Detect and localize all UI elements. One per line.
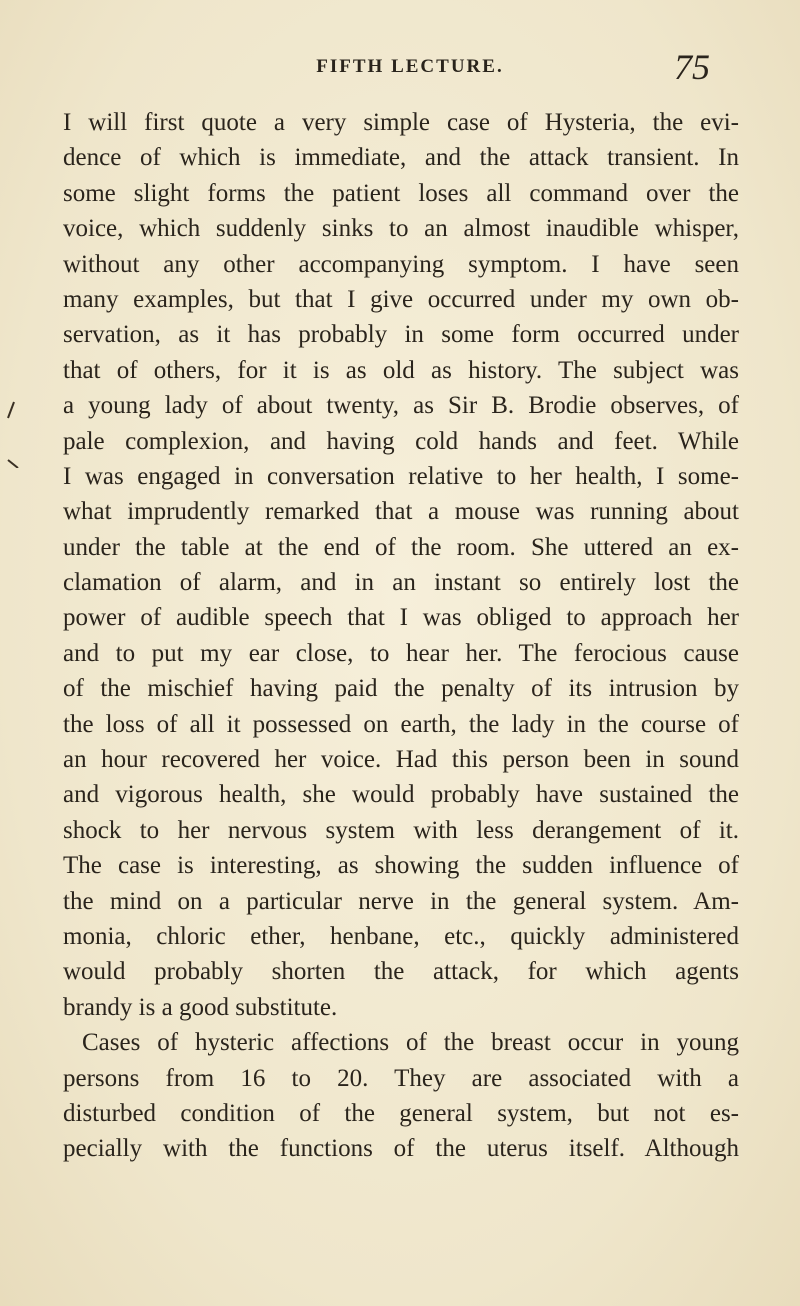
text-line: disturbed condition of the general system, but not es- (63, 1099, 739, 1127)
text-line: servation, as it has probably in some form occurred under (63, 321, 739, 349)
text-line: and to put my ear close, to hear her. The ferocious cause (63, 639, 739, 667)
text-line: some slight forms the patient loses all command over the (63, 179, 739, 207)
text-line: many examples, but that I give occurred under my own ob- (63, 285, 739, 313)
text-line: and vigorous health, she would probably have sustained the (63, 781, 739, 809)
text-line: the mind on a particular nerve in the general system. Am- (63, 887, 739, 915)
text-line: clamation of alarm, and in an instant so entirely lost the (63, 569, 739, 597)
text-line: under the table at the end of the room. She uttered an ex- (63, 533, 739, 561)
text-line: pecially with the functions of the uterus itself. Although (63, 1135, 739, 1163)
text-line: what imprudently remarked that a mouse was running about (63, 498, 739, 526)
text-line: voice, which suddenly sinks to an almost inaudible whisper, (63, 215, 739, 243)
text-line: brandy is a good substitute. (63, 993, 338, 1021)
text-line: a young lady of about twenty, as Sir B. Brodie observes, of (63, 392, 739, 420)
text-line: an hour recovered her voice. Had this person been in sound (63, 746, 739, 774)
text-line: that of others, for it is as old as history. The subject was (63, 356, 739, 384)
text-line: I will first quote a very simple case of Hysteria, the evi- (63, 109, 739, 136)
text-line: shock to her nervous system with less derangement of it. (63, 816, 739, 844)
text-line: dence of which is immediate, and the attack transient. In (63, 144, 739, 172)
text-line: Cases of hysteric affections of the breast occur in young (82, 1029, 739, 1057)
text-line: pale complexion, and having cold hands and feet. While (63, 427, 739, 455)
text-line: monia, chloric ether, henbane, etc., quickly administered (63, 922, 739, 950)
text-line: power of audible speech that I was obliged to approach her (63, 604, 739, 632)
text-line: The case is interesting, as showing the sudden influence of (63, 852, 739, 880)
text-line: the loss of all it possessed on earth, the lady in the course of (63, 710, 739, 738)
running-title: FIFTH LECTURE. (316, 56, 504, 77)
text-line: I was engaged in conversation relative to her health, I some- (63, 462, 739, 490)
body-text (63, 105, 739, 1167)
text-line: without any other accompanying symptom. I have seen (63, 250, 739, 278)
text-line: persons from 16 to 20. They are associated with a (63, 1064, 739, 1092)
pencil-mark-icon (4, 398, 22, 468)
text-line: would probably shorten the attack, for which agents (63, 958, 739, 986)
page-number: 75 (674, 47, 710, 87)
text-line: of the mischief having paid the penalty of its intrusion by (63, 675, 739, 703)
